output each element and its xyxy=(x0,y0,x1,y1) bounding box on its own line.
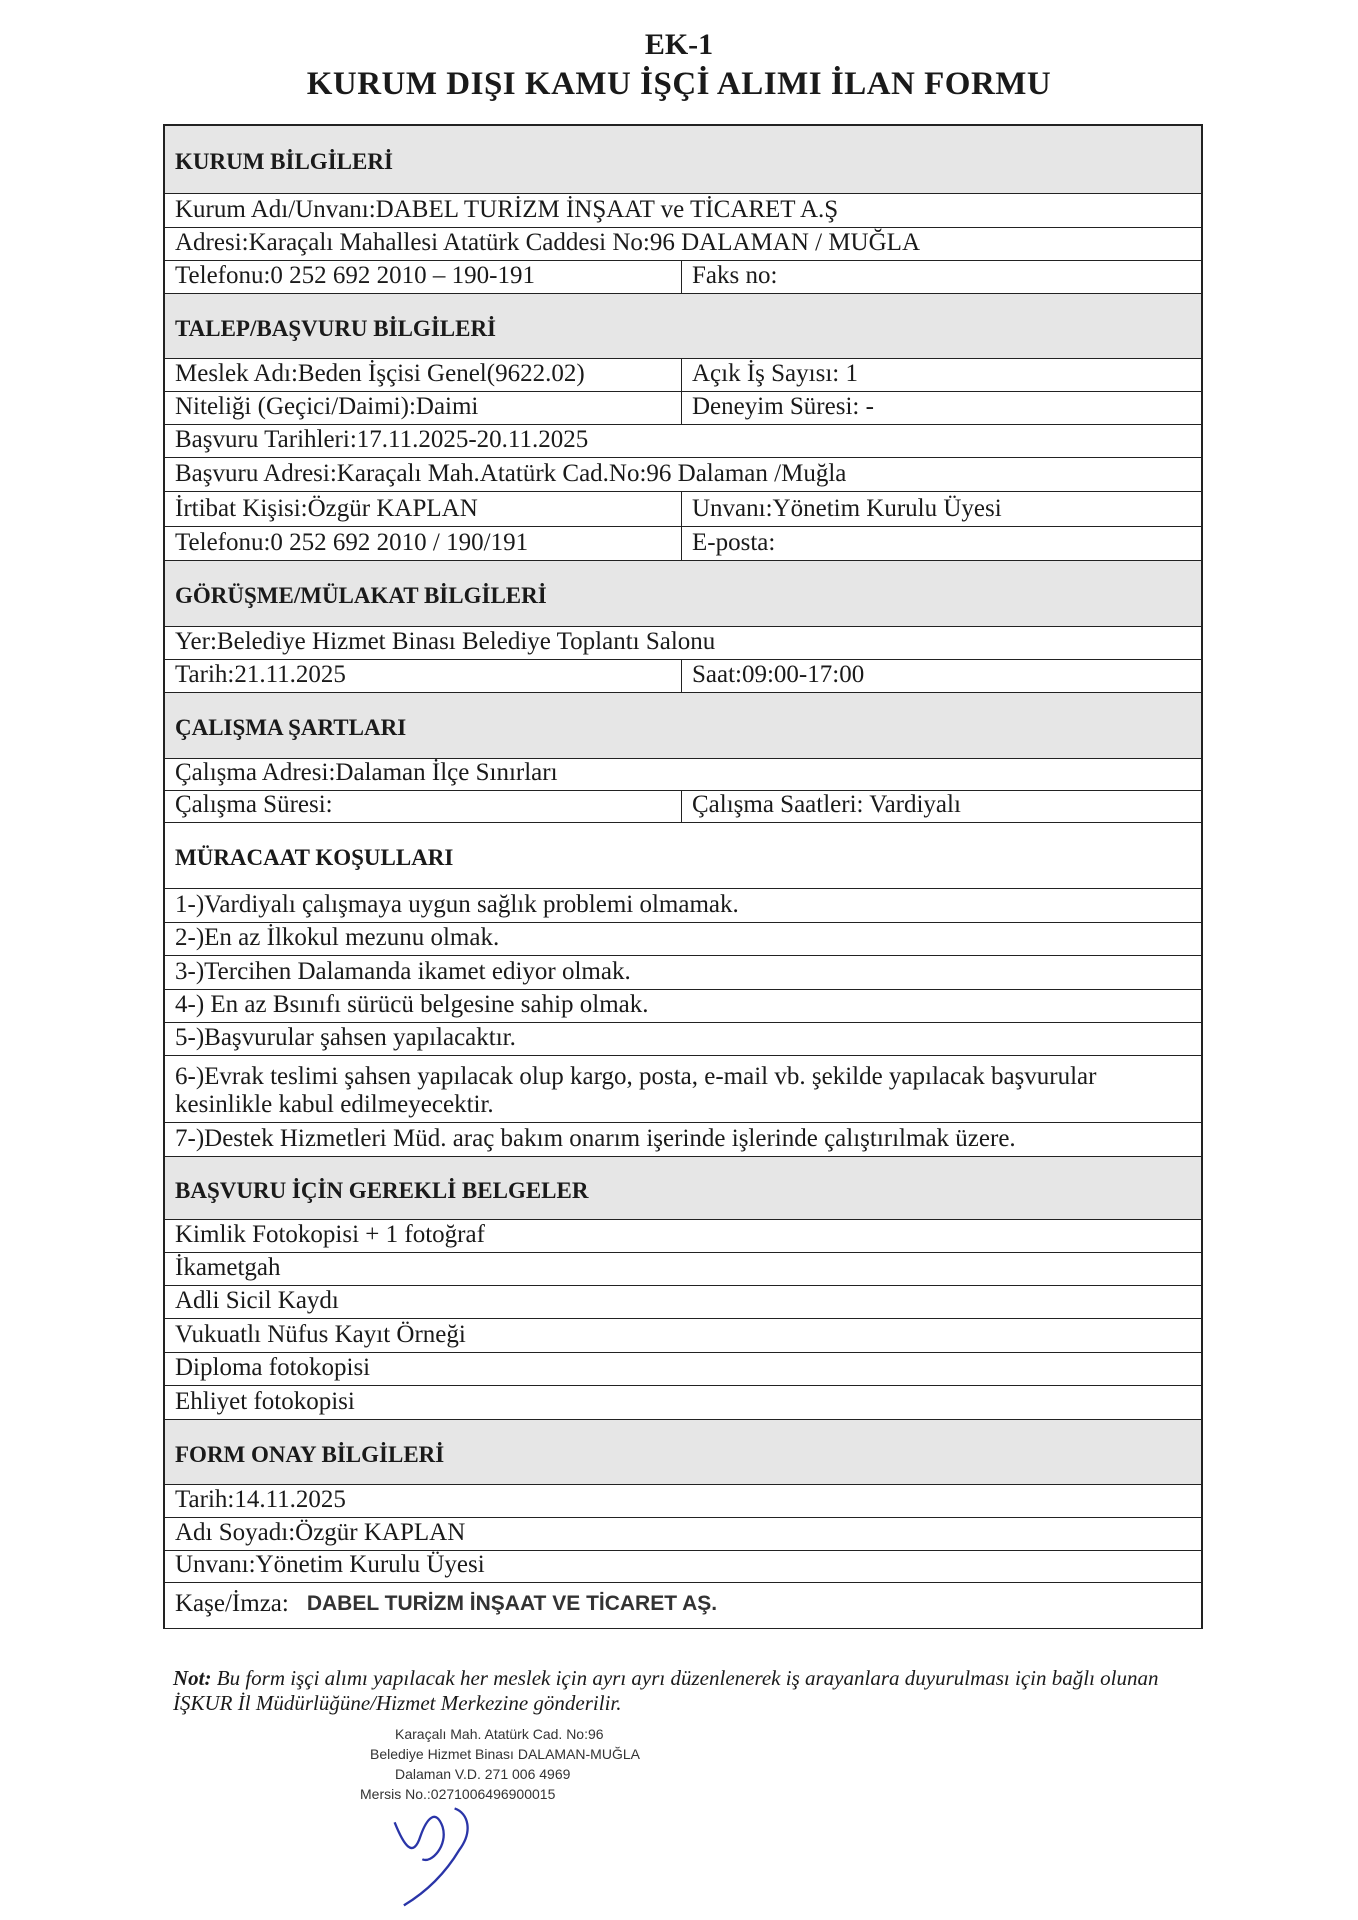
calisma-adresi: Çalışma Adresi:Dalaman İlçe Sınırları xyxy=(175,759,558,787)
kosul-item: 5-)Başvurular şahsen yapılacaktır. xyxy=(175,1024,516,1052)
section-kurum xyxy=(165,126,1201,194)
kurum-address: Adresi:Karaçalı Mahallesi Atatürk Caddesi No:96 DALAMAN / MUĞLA xyxy=(175,229,920,257)
stamp-company: DABEL TURİZM İNŞAAT VE TİCARET AŞ. xyxy=(306,1592,718,1616)
stamp-address: Karaçalı Mah. Atatürk Cad. No:96 xyxy=(395,1726,604,1742)
page-title: KURUM DIŞI KAMU İŞÇİ ALIMI İLAN FORMU xyxy=(306,66,1052,102)
section-belgeler xyxy=(165,1157,1201,1220)
belge-item: Ehliyet fotokopisi xyxy=(175,1388,355,1416)
kase-imza-row xyxy=(165,1583,1201,1629)
kosul-item: 4-) En az Bsınıfı sürücü belgesine sahip olmak. xyxy=(175,991,649,1019)
kosul-item: 3-)Tercihen Dalamanda ikamet ediyor olmak. xyxy=(175,958,631,986)
section-heading: KURUM BİLGİLERİ xyxy=(175,149,393,175)
section-muracaat xyxy=(165,823,1201,889)
stamp-office: Belediye Hizmet Binası DALAMAN-MUĞLA xyxy=(370,1746,640,1762)
basvuru-adresi: Başvuru Adresi:Karaçalı Mah.Atatürk Cad.No:96 Dalaman /Muğla xyxy=(175,460,847,488)
note-text: Bu form işçi alımı yapılacak her meslek için ayrı ayrı düzenlenerek iş arayanlara duyurulması için bağlı olunan İŞKUR İl Müdürlüğüne/Hizmet Merkezine gönderilir. xyxy=(173,1666,1159,1716)
irtibat-kisisi: İrtibat Kişisi:Özgür KAPLAN xyxy=(165,492,682,526)
kurum-name: Kurum Adı/Unvanı:DABEL TURİZM İNŞAAT ve TİCARET A.Ş xyxy=(175,196,839,224)
basvuru-tarihleri: Başvuru Tarihleri:17.11.2025-20.11.2025 xyxy=(175,426,589,454)
kosul-item: 7-)Destek Hizmetleri Müd. araç bakım onarım işerinde işlerinde çalıştırılmak üzere. xyxy=(175,1125,1016,1153)
onay-tarih: Tarih:14.11.2025 xyxy=(175,1486,346,1514)
onay-adsoyad: Adı Soyadı:Özgür KAPLAN xyxy=(175,1519,466,1547)
belge-item: Diploma fotokopisi xyxy=(175,1354,371,1382)
acik-is-sayisi: Açık İş Sayısı: 1 xyxy=(692,360,858,388)
meslek: Meslek Adı:Beden İşçisi Genel(9622.02) xyxy=(165,359,682,391)
gorusme-saat: Saat:09:00-17:00 xyxy=(692,661,865,689)
kosul-item: 1-)Vardiyalı çalışmaya uygun sağlık problemi olmamak. xyxy=(175,891,739,919)
kurum-fax: Faks no: xyxy=(692,262,778,290)
section-heading: MÜRACAAT KOŞULLARI xyxy=(175,845,454,871)
form-table xyxy=(163,124,1203,1629)
gorusme-tarih: Tarih:21.11.2025 xyxy=(165,660,682,692)
section-talep xyxy=(165,294,1201,359)
section-heading: FORM ONAY BİLGİLERİ xyxy=(175,1441,445,1467)
calisma-suresi: Çalışma Süresi: xyxy=(165,791,682,822)
irtibat-unvan: Unvanı:Yönetim Kurulu Üyesi xyxy=(692,495,1002,523)
onay-unvan: Unvanı:Yönetim Kurulu Üyesi xyxy=(175,1551,485,1579)
belge-item: Kimlik Fotokopisi + 1 fotoğraf xyxy=(175,1221,485,1249)
section-onay xyxy=(165,1420,1201,1485)
kase-imza-label: Kaşe/İmza: xyxy=(175,1590,289,1618)
kurum-phone: Telefonu:0 252 692 2010 – 190-191 xyxy=(165,261,682,293)
section-heading: GÖRÜŞME/MÜLAKAT BİLGİLERİ xyxy=(175,583,547,609)
belge-item: İkametgah xyxy=(175,1254,281,1282)
stamp-tax: Dalaman V.D. 271 006 4969 xyxy=(395,1766,571,1782)
calisma-saatleri: Çalışma Saatleri: Vardiyalı xyxy=(692,791,961,819)
section-heading: BAŞVURU İÇİN GEREKLİ BELGELER xyxy=(175,1177,589,1203)
footer-note xyxy=(173,1666,1223,1716)
talep-telefon: Telefonu:0 252 692 2010 / 190/191 xyxy=(165,527,682,560)
gorusme-yer: Yer:Belediye Hizmet Binası Belediye Toplantı Salonu xyxy=(175,628,716,656)
note-label: Not: xyxy=(173,1666,212,1690)
stamp-mersis: Mersis No.:0271006496900015 xyxy=(360,1786,556,1802)
section-gorusme xyxy=(165,561,1201,627)
signature xyxy=(380,1790,520,1910)
kosul-item: 2-)En az İlkokul mezunu olmak. xyxy=(175,924,500,952)
section-heading: TALEP/BAŞVURU BİLGİLERİ xyxy=(175,315,497,341)
deneyim: Deneyim Süresi: - xyxy=(692,393,874,421)
talep-eposta: E-posta: xyxy=(692,529,776,557)
belge-item: Vukuatlı Nüfus Kayıt Örneği xyxy=(175,1321,466,1349)
kosul-item: 6-)Evrak teslimi şahsen yapılacak olup kargo, posta, e-mail vb. şekilde yapılacak başvurular kesinlikle kabul edilmeyecektir. xyxy=(175,1062,1097,1119)
section-heading: ÇALIŞMA ŞARTLARI xyxy=(175,715,407,741)
belge-item: Adli Sicil Kaydı xyxy=(175,1287,339,1315)
nitelik: Niteliği (Geçici/Daimi):Daimi xyxy=(165,392,682,424)
annex-label: EK-1 xyxy=(644,28,714,61)
section-calisma xyxy=(165,693,1201,759)
